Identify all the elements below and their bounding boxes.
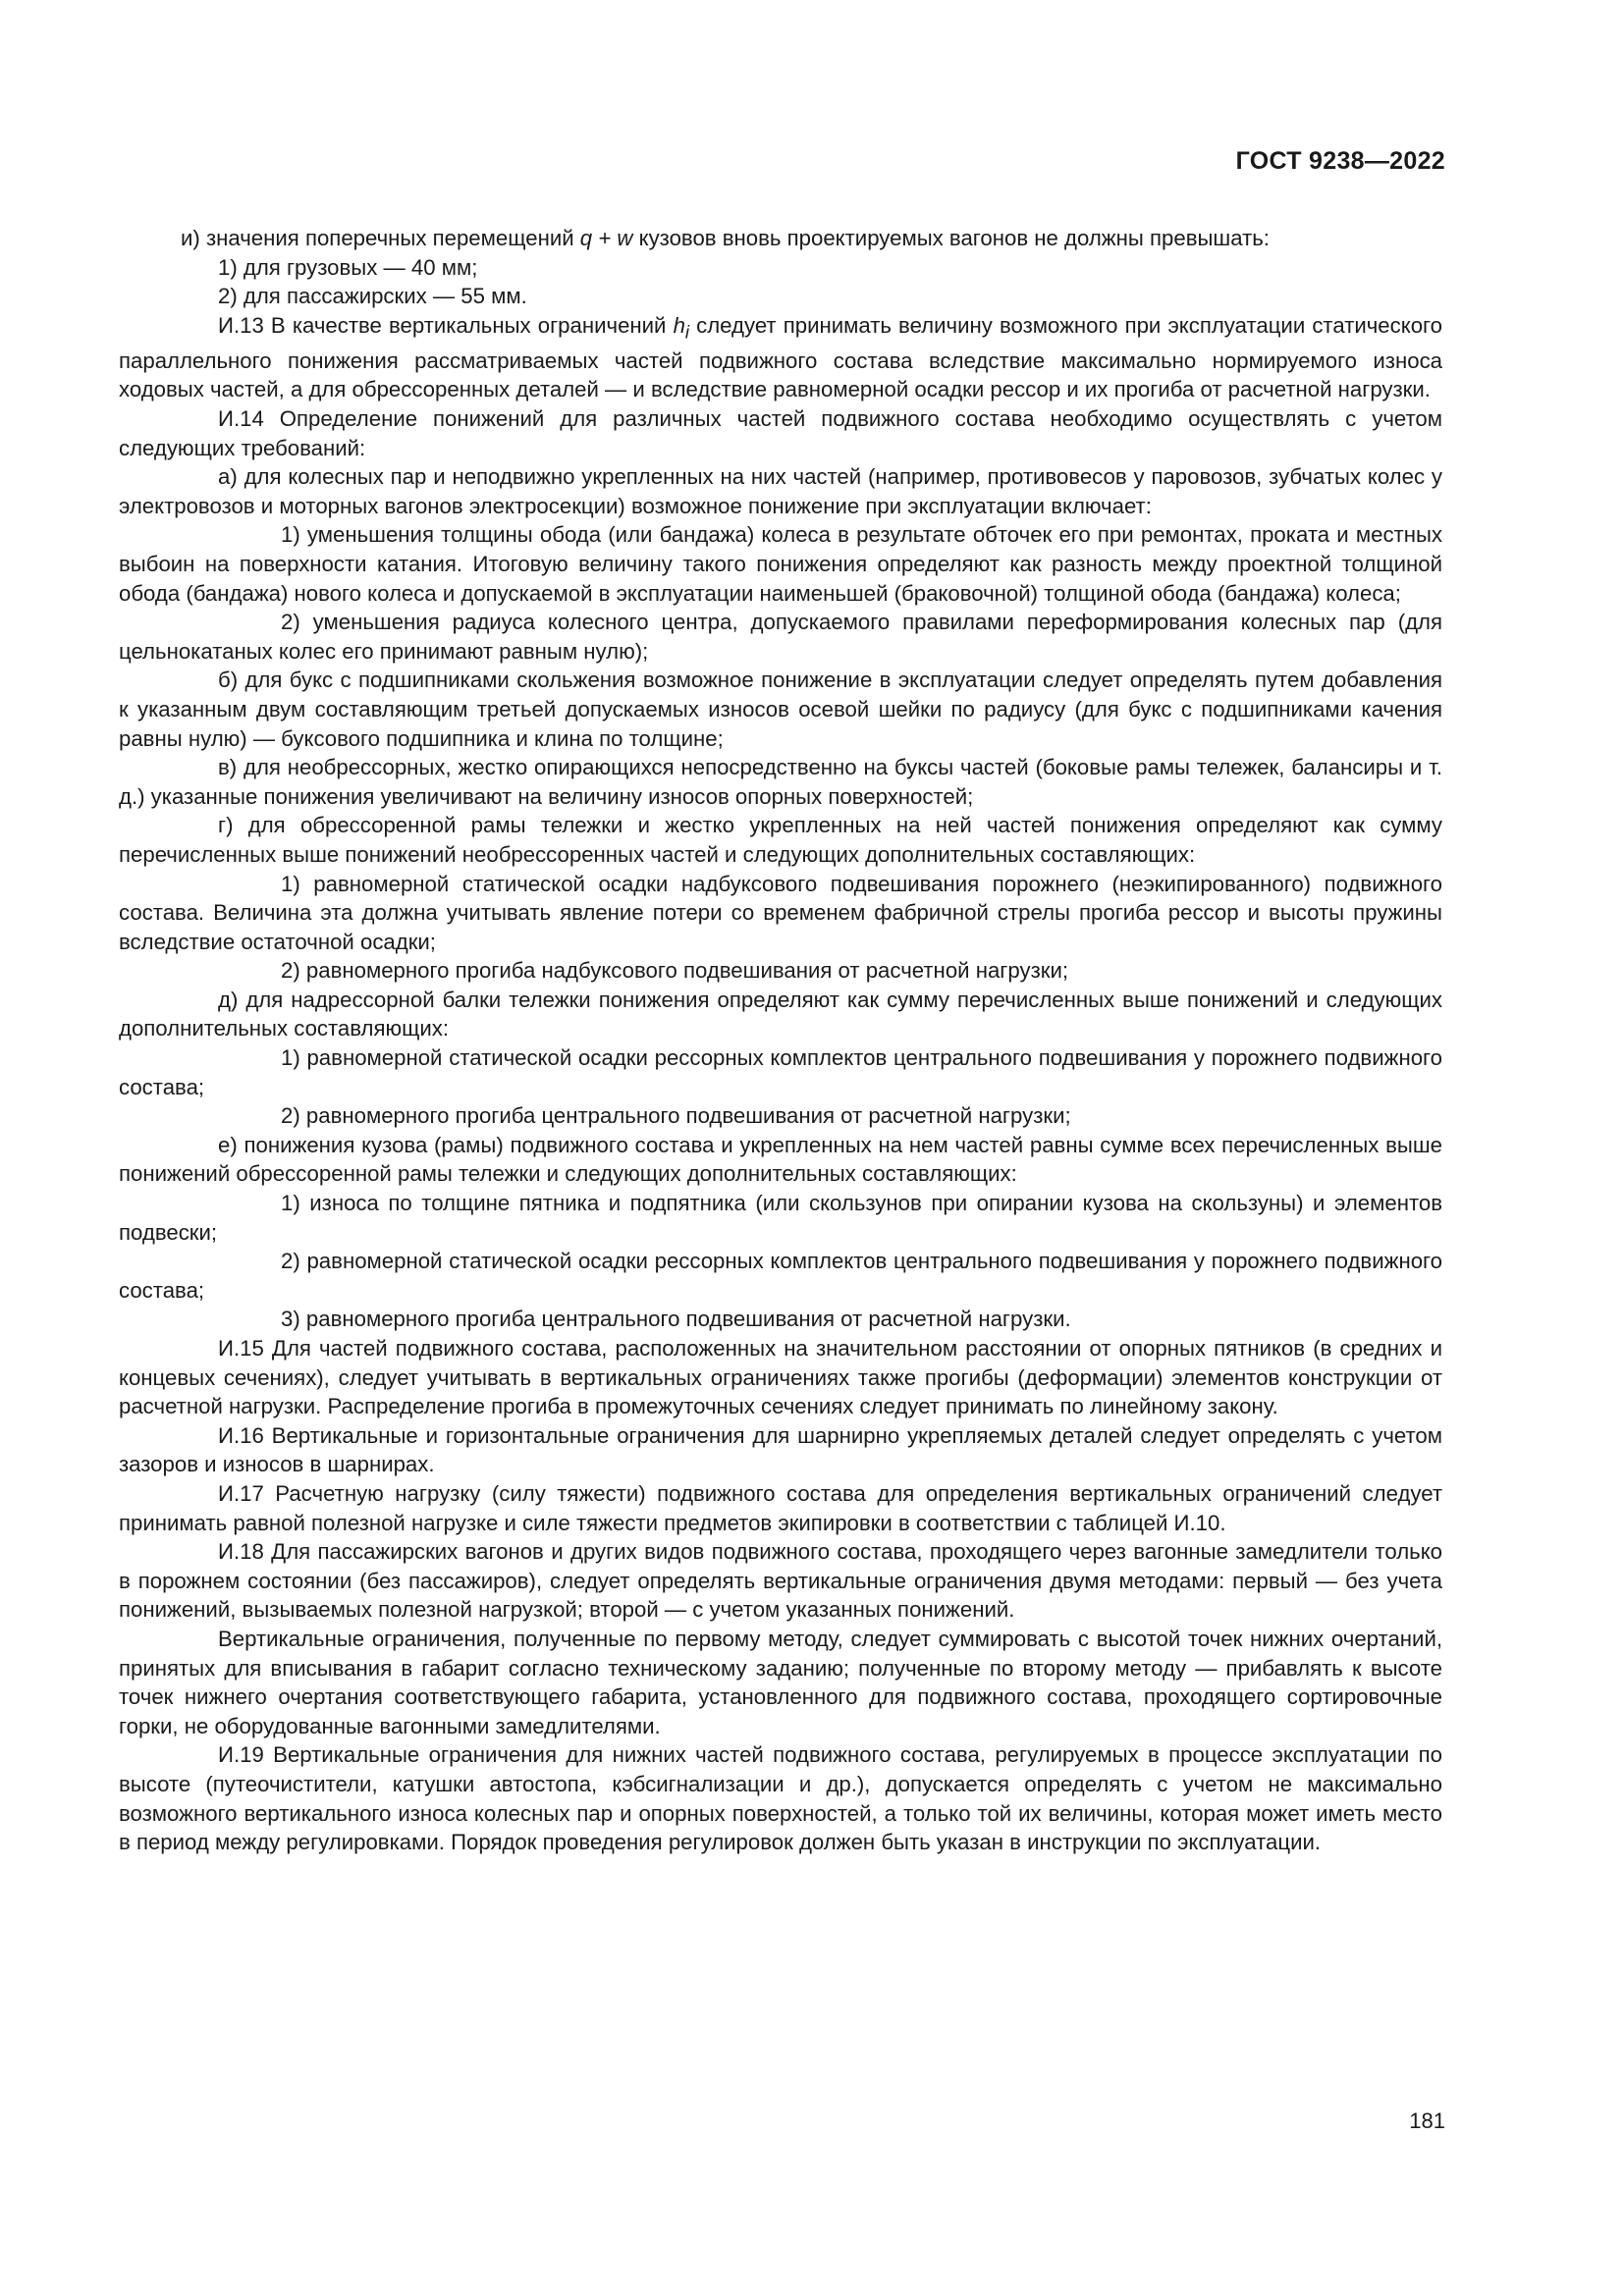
- paragraph-v: в) для необрессорных, жестко опирающихся непосредственно на буксы частей (боковые рамы тележек, балансиры и т. д.) указанные понижения увеличивают на величину износов опорных поверхностей;: [119, 755, 1442, 809]
- paragraph-i14: И.14 Определение понижений для различных частей подвижного состава необходимо осуществлять с учетом следующих требований:: [119, 406, 1442, 460]
- paragraph-i18-cont: Вертикальные ограничения, полученные по первому методу, следует суммировать с высотой точек нижних очертаний, принятых для вписывания в габарит согласно техническому заданию; полученные по второму методу — прибавлять к высоте точек нижнего очертания соответствующего габарита, установленного для подвижного состава, проходящего сортировочные горки, не оборудованные вагонными замедлителями.: [119, 1626, 1442, 1738]
- paragraph-a-2: 2) уменьшения радиуса колесного центра, допускаемого правилами переформирования колесных пар (для цельнокатаных колес его принимают равным нулю);: [119, 610, 1442, 664]
- paragraph-i16: И.16 Вертикальные и горизонтальные ограничения для шарнирно укрепляемых деталей следует определять с учетом зазоров и износов в шарнирах.: [119, 1422, 1442, 1477]
- paragraph-i18: И.18 Для пассажирских вагонов и других видов подвижного состава, проходящего через вагонные замедлители только в порожнем состоянии (без пассажиров), следует определять вертикальные ограничения двумя методами: первый — без учета понижений, вызываемых полезной нагрузкой; второй — с учетом указанных понижений.: [119, 1539, 1442, 1623]
- paragraph-d-2: 2) равномерного прогиба центрального подвешивания от расчетной нагрузки;: [281, 1103, 1071, 1129]
- paragraph-i17: И.17 Расчетную нагрузку (силу тяжести) подвижного состава для определения вертикальных ограничений следует принимать равной полезной нагрузке и силе тяжести предметов экипировки в соответствии с таблицей И.10.: [119, 1480, 1442, 1535]
- variable-h: h: [673, 312, 685, 338]
- document-header: ГОСТ 9238—2022: [1235, 147, 1445, 175]
- paragraph-i15: И.15 Для частей подвижного состава, расположенных на значительном расстоянии от опорных пятников (в средних и концевых сечениях), следует учитывать в вертикальных ограничениях также прогибы (деформации) элементов конструкции от расчетной нагрузки. Распределение прогиба в промежуточных сечениях следует принимать по линейному закону.: [119, 1336, 1442, 1419]
- formula-q-plus-w: q + w: [579, 226, 633, 250]
- list-item-passenger: 2) для пассажирских — 55 мм.: [218, 284, 527, 309]
- paragraph-a: а) для колесных пар и неподвижно укрепленных на них частей (например, противовесов у паровозов, зубчатых колес у электровозов и моторных вагонов электросекции) возможное понижение при эксплуатации включает:: [119, 464, 1442, 518]
- paragraph-e-3: 3) равномерного прогиба центрального подвешивания от расчетной нагрузки.: [281, 1307, 1071, 1332]
- paragraph-e: е) понижения кузова (рамы) подвижного состава и укрепленных на нем частей равны сумме всех перечисленных выше понижений обрессоренной рамы тележки и следующих дополнительных составляющих:: [119, 1132, 1442, 1187]
- paragraph-i13: И.13 В качестве вертикальных ограничений $h_i$ следует принимать величину возможного при эксплуатации статического параллельного понижения рассматриваемых частей подвижного состава вследствие максимально нормируемого износа ходовых частей, а для обрессоренных деталей — и вследствие равномерной осадки рессор и их прогиба от расчетной нагрузки.: [119, 312, 1442, 402]
- paragraph-g: г) для обрессоренной рамы тележки и жестко укрепленных на ней частей понижения определяют как сумму перечисленных выше понижений необрессоренных частей и следующих дополнительных составляющих:: [119, 813, 1442, 867]
- paragraph-a-1: 1) уменьшения толщины обода (или бандажа) колеса в результате обточек его при ремонтах, проката и местных выбоин на поверхности катания. Итоговую величину такого понижения определяют как разность между проектной толщиной обода (бандажа) нового колеса и допускаемой в эксплуатации наименьшей (браковочной) толщиной обода (бандажа) колеса;: [119, 522, 1442, 606]
- document-body: [119, 224, 1442, 1857]
- list-item-freight: 1) для грузовых — 40 мм;: [218, 254, 478, 280]
- variable-i: i: [684, 321, 690, 343]
- paragraph-d-1: 1) равномерной статической осадки рессорных комплектов центрального подвешивания у порожнего подвижного состава;: [119, 1045, 1442, 1099]
- paragraph-e-2: 2) равномерной статической осадки рессорных комплектов центрального подвешивания у порожнего подвижного состава;: [119, 1249, 1442, 1303]
- paragraph-g-1: 1) равномерной статической осадки надбуксового подвешивания порожнего (неэкипированного) подвижного состава. Величина эта должна учитывать явление потери со временем фабричной стрелы прогиба рессор и высоты пружины вследствие остаточной осадки;: [119, 871, 1442, 954]
- paragraph-i19: И.19 Вертикальные ограничения для нижних частей подвижного состава, регулируемых в процессе эксплуатации по высоте (путеочистители, катушки автостопа, кэбсигнализации и др.), допускается определять с учетом не максимально возможного вертикального износа колесных пар и опорных поверхностей, а только той их величины, которая может иметь место в период между регулировками. Порядок проведения регулировок должен быть указан в инструкции по эксплуатации.: [119, 1742, 1442, 1855]
- paragraph-b: б) для букс с подшипниками скольжения возможное понижение в эксплуатации следует определять путем добавления к указанным двум составляющим третьей допускаемых износов осевой шейки по радиусу (для букс с подшипниками качения равны нулю) — буксового подшипника и клина по толщине;: [119, 667, 1442, 751]
- paragraph-g-2: 2) равномерного прогиба надбуксового подвешивания от расчетной нагрузки;: [281, 958, 1069, 984]
- page-number: 181: [1409, 2109, 1445, 2133]
- paragraph-e-1: 1) износа по толщине пятника и подпятника (или скользунов при опирании кузова на скользуны) и элементов подвески;: [119, 1191, 1442, 1245]
- paragraph-d: д) для надрессорной балки тележки понижения определяют как сумму перечисленных выше понижений и следующих дополнительных составляющих:: [119, 987, 1442, 1041]
- paragraph-i: и) значения поперечных перемещений q + w кузовов вновь проектируемых вагонов не должны превышать:: [181, 226, 1270, 250]
